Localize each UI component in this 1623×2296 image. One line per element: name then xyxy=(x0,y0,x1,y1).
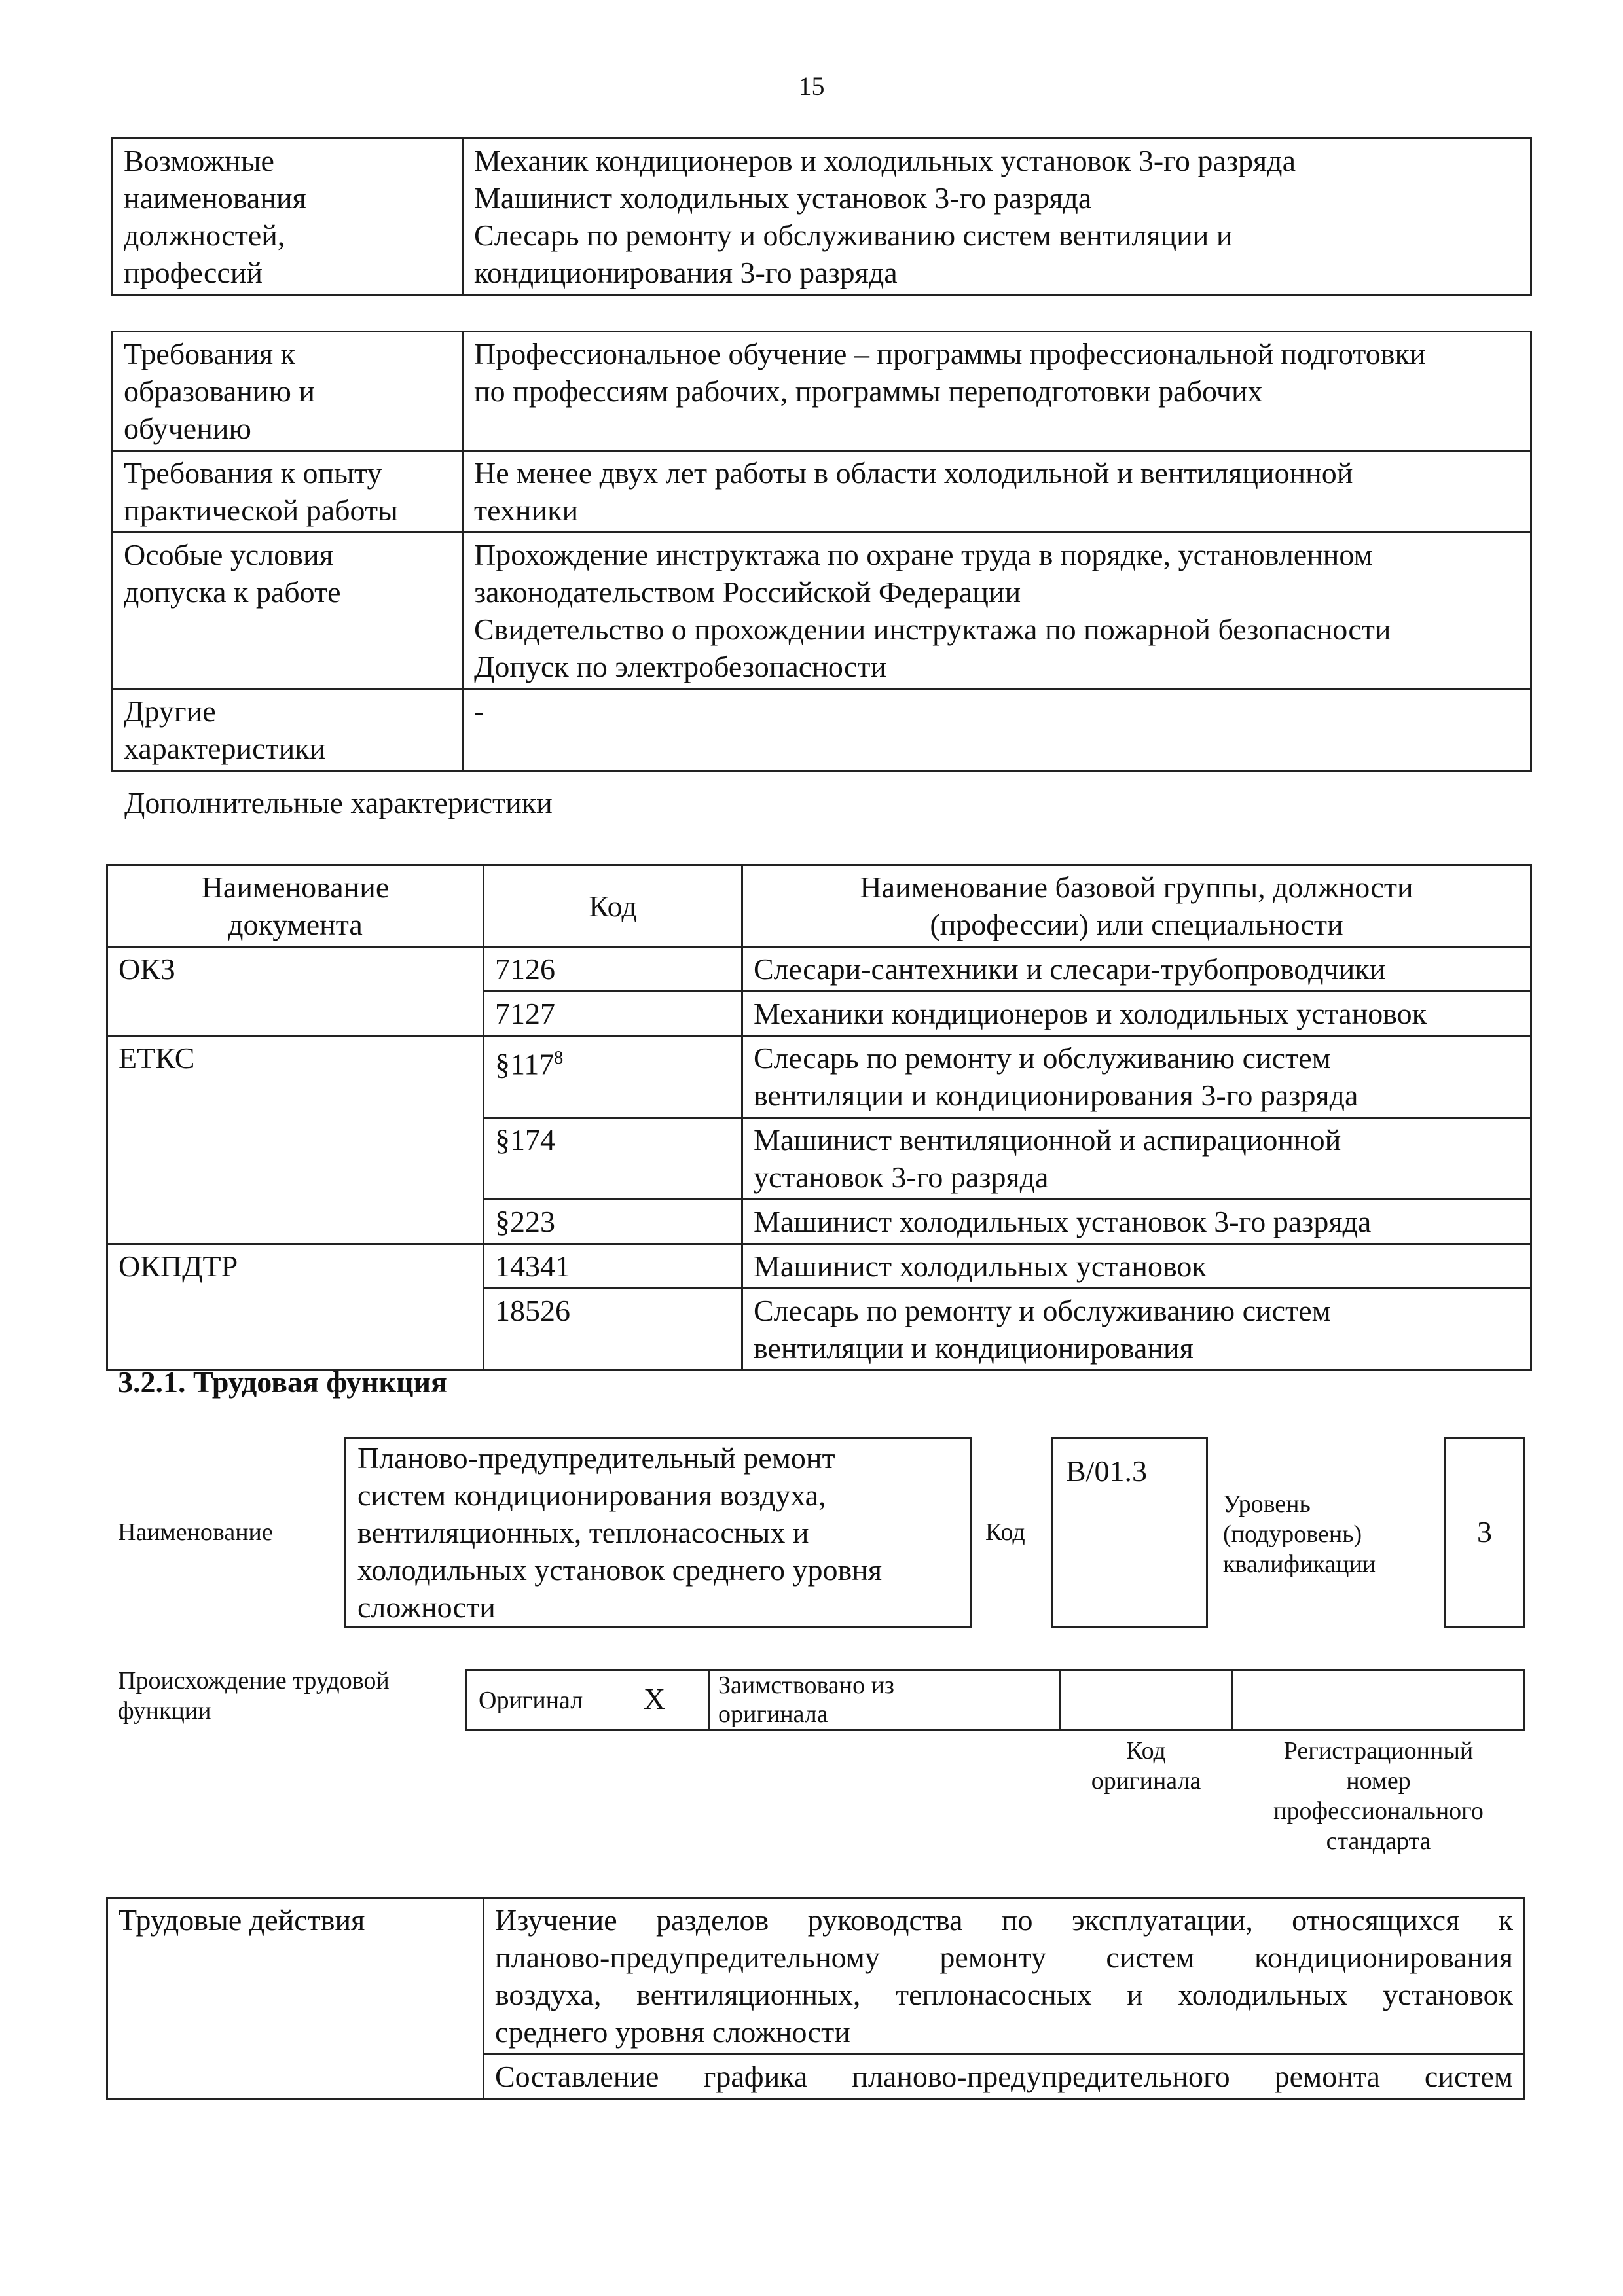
origin-label: Происхождение трудовой функции xyxy=(118,1667,390,1725)
name-cell: Слесари-сантехники и слесари-трубопроводчики xyxy=(742,947,1531,992)
req-other-label: Другие характеристики xyxy=(113,689,463,771)
level-label: Уровень (подуровень) квалификации xyxy=(1223,1490,1376,1578)
function-code-label: Код xyxy=(985,1518,1025,1546)
origin-original-box xyxy=(465,1669,710,1731)
code-cell: 14341 xyxy=(484,1244,742,1289)
name-cell: Слесарь по ремонту и обслуживанию систем вентиляции и кондиционирования 3-го разряда xyxy=(742,1036,1531,1118)
doc-etks: ЕТКС xyxy=(107,1036,484,1244)
origin-borrowed-box: Заимствовано из оригинала xyxy=(708,1669,1061,1731)
function-code-box xyxy=(1051,1437,1208,1628)
action-item: Изучение разделов руководства по эксплуатации, относящихся к планово-предупредительному ремонту систем кондиционирования воздуха, вентиляционных, теплонасосных и холодильных установок среднего уровня сложности xyxy=(484,1898,1525,2054)
doc-okz: ОКЗ xyxy=(107,947,484,1036)
header-name: Наименование базовой группы, должности (профессии) или специальности xyxy=(742,865,1531,947)
positions-values: Механик кондиционеров и холодильных установок 3-го разряда Машинист холодильных установок 3-го разряда Слесарь по ремонту и обслуживанию систем вентиляции и кондиционирования 3-го разряда xyxy=(463,139,1531,295)
header-code: Код xyxy=(484,865,742,947)
origin-code-caption: Код оригинала xyxy=(1091,1737,1201,1795)
table-row xyxy=(113,689,1531,771)
name-cell: Слесарь по ремонту и обслуживанию систем вентиляции и кондиционирования xyxy=(742,1289,1531,1371)
requirements-table xyxy=(111,331,1532,772)
table-row xyxy=(113,451,1531,533)
function-code-value: B/01.3 xyxy=(1066,1454,1147,1488)
positions-label: Возможные наименования должностей, профессий xyxy=(113,139,463,295)
origin-reg-caption: Регистрационный номер профессионального стандарта xyxy=(1273,1737,1484,1855)
level-value: 3 xyxy=(1477,1515,1492,1549)
req-other-value: - xyxy=(463,689,1531,771)
req-experience-value: Не менее двух лет работы в области холодильной и вентиляционной техники xyxy=(463,451,1531,533)
actions-table xyxy=(106,1897,1525,2100)
code-cell: 7126 xyxy=(484,947,742,992)
name-cell: Машинист холодильных установок xyxy=(742,1244,1531,1289)
name-cell: Механики кондиционеров и холодильных установок xyxy=(742,992,1531,1036)
function-heading: 3.2.1. Трудовая функция xyxy=(118,1365,447,1399)
table-row xyxy=(107,947,1531,992)
req-admission-label: Особые условия допуска к работе xyxy=(113,533,463,689)
footnote-mark: 8 xyxy=(554,1048,564,1068)
origin-code-box xyxy=(1059,1669,1233,1731)
doc-okpdtr: ОКПДТР xyxy=(107,1244,484,1371)
function-name-box: Планово-предупредительный ремонт систем кондиционирования воздуха, вентиляционных, теплонасосных и холодильных установок среднего уровня сложности xyxy=(344,1437,972,1628)
page-number: 15 xyxy=(798,71,825,101)
table-row xyxy=(107,1244,1531,1289)
action-item: Составление графика планово-предупредительного ремонта систем xyxy=(484,2054,1525,2099)
table-row xyxy=(107,1036,1531,1118)
positions-table xyxy=(111,137,1532,296)
additional-title: Дополнительные характеристики xyxy=(124,786,553,819)
actions-label: Трудовые действия xyxy=(107,1898,484,2099)
table-row xyxy=(113,139,1531,295)
code-cell: §174 xyxy=(484,1118,742,1200)
additional-table xyxy=(106,864,1532,1371)
req-experience-label: Требования к опыту практической работы xyxy=(113,451,463,533)
code-cell: $\S 117^8$ xyxy=(484,1036,742,1118)
origin-reg-box xyxy=(1231,1669,1525,1731)
table-row xyxy=(113,332,1531,451)
origin-original-mark: X xyxy=(644,1682,666,1715)
name-cell: Машинист вентиляционной и аспирационной установок 3-го разряда xyxy=(742,1118,1531,1200)
table-row xyxy=(113,533,1531,689)
req-education-label: Требования к образованию и обучению xyxy=(113,332,463,451)
code-cell: §223 xyxy=(484,1200,742,1244)
req-education-value: Профессиональное обучение – программы профессиональной подготовки по профессиям рабочих, программы переподготовки рабочих xyxy=(463,332,1531,451)
table-header-row xyxy=(107,865,1531,947)
name-cell: Машинист холодильных установок 3-го разряда xyxy=(742,1200,1531,1244)
origin-original-label: Оригинал xyxy=(479,1687,583,1714)
code-cell: 18526 xyxy=(484,1289,742,1371)
req-admission-value: Прохождение инструктажа по охране труда в порядке, установленном законодательством Российской Федерации Свидетельство о прохождении инструктажа по пожарной безопасности Допуск по электробезопасности xyxy=(463,533,1531,689)
header-doc: Наименование документа xyxy=(107,865,484,947)
table-row xyxy=(107,1898,1525,2054)
code-cell: 7127 xyxy=(484,992,742,1036)
level-box xyxy=(1444,1437,1525,1628)
function-name-label: Наименование xyxy=(118,1518,273,1546)
